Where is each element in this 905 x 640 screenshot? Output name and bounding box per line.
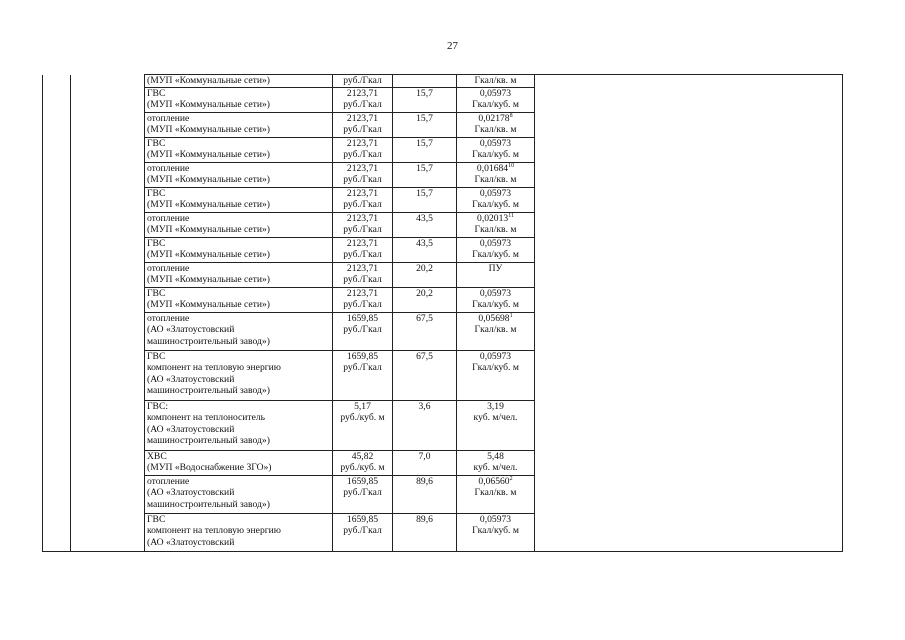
footnote-mark: 2 — [509, 475, 513, 482]
service-cell: отопление (МУП «Коммунальные сети») — [145, 112, 333, 137]
norm-cell: 0,02178$^8$ Гкал/кв. м — [457, 112, 535, 137]
footnote-mark: 8 — [509, 112, 513, 119]
service-cell: отопление (МУП «Коммунальные сети») — [145, 212, 333, 237]
norm-cell: 0,05973 Гкал/куб. м — [457, 287, 535, 312]
volume-cell: 15,7 — [393, 112, 457, 137]
tariff-cell: 2123,71 руб./Гкал — [333, 287, 393, 312]
service-cell: ГВС (МУП «Коммунальные сети») — [145, 87, 333, 112]
table-row — [43, 75, 843, 88]
tariff-cell: 2123,71 руб./Гкал — [333, 187, 393, 212]
tariff-cell: 2123,71 руб./Гкал — [333, 212, 393, 237]
service-cell: ГВС (МУП «Коммунальные сети») — [145, 187, 333, 212]
footnote-mark: 1 — [509, 312, 513, 319]
service-cell: ГВС: компонент на теплоноситель (АО «Златоустовский машиностроительный завод») — [145, 400, 333, 450]
service-cell: отопление (АО «Златоустовский машиностроительный завод») — [145, 312, 333, 350]
norm-cell: 0,01684$^{10}$ Гкал/кв. м — [457, 162, 535, 187]
tariff-cell: 2123,71 руб./Гкал — [333, 137, 393, 162]
volume-cell: 15,7 — [393, 187, 457, 212]
volume-cell: 67,5 — [393, 312, 457, 350]
notes-column — [535, 75, 843, 552]
norm-cell: 5,48 куб. м/чел. — [457, 450, 535, 475]
volume-cell: 15,7 — [393, 137, 457, 162]
tariff-cell: 2123,71 руб./Гкал — [333, 237, 393, 262]
service-cell: отопление (АО «Златоустовский машиностроительный завод») — [145, 475, 333, 513]
tariff-cell: 1659,85 руб./Гкал — [333, 350, 393, 400]
tariff-cell: 1659,85 руб./Гкал — [333, 475, 393, 513]
norm-cell: 0,05698$^1$ Гкал/кв. м — [457, 312, 535, 350]
volume-cell: 15,7 — [393, 87, 457, 112]
volume-cell: 89,6 — [393, 475, 457, 513]
page-number: 27 — [447, 40, 458, 52]
tariff-cell: руб./Гкал — [333, 75, 393, 88]
service-cell: ГВС компонент на тепловую энергию (АО «Златоустовский — [145, 513, 333, 551]
norm-cell: Гкал/кв. м — [457, 75, 535, 88]
norm-cell: 3,19 куб. м/чел. — [457, 400, 535, 450]
volume-cell: 7,0 — [393, 450, 457, 475]
norm-cell: 0,05973 Гкал/куб. м — [457, 237, 535, 262]
service-cell: ГВС (МУП «Коммунальные сети») — [145, 137, 333, 162]
norm-cell: 0,05973 Гкал/куб. м — [457, 87, 535, 112]
norm-cell: 0,02013$^{11}$ Гкал/кв. м — [457, 212, 535, 237]
service-cell: ГВС (МУП «Коммунальные сети») — [145, 237, 333, 262]
volume-cell: 20,2 — [393, 262, 457, 287]
volume-cell: 67,5 — [393, 350, 457, 400]
service-cell: отопление (МУП «Коммунальные сети») — [145, 262, 333, 287]
volume-cell — [393, 75, 457, 88]
norm-cell: 0,05973 Гкал/куб. м — [457, 187, 535, 212]
tariff-cell: 2123,71 руб./Гкал — [333, 112, 393, 137]
footnote-mark: 10 — [508, 162, 515, 169]
tariff-cell: 1659,85 руб./Гкал — [333, 513, 393, 551]
service-cell: ГВС (МУП «Коммунальные сети») — [145, 287, 333, 312]
tariff-cell: 2123,71 руб./Гкал — [333, 162, 393, 187]
tariff-cell: 1659,85 руб./Гкал — [333, 312, 393, 350]
tariff-cell: 5,17 руб./куб. м — [333, 400, 393, 450]
service-cell: (МУП «Коммунальные сети») — [145, 75, 333, 88]
volume-cell: 89,6 — [393, 513, 457, 551]
tariff-table — [42, 74, 843, 552]
service-cell: ХВС (МУП «Водоснабжение ЗГО») — [145, 450, 333, 475]
tariff-cell: 2123,71 руб./Гкал — [333, 87, 393, 112]
norm-cell: 0,05973 Гкал/куб. м — [457, 513, 535, 551]
volume-cell: 3,6 — [393, 400, 457, 450]
volume-cell: 20,2 — [393, 287, 457, 312]
norm-cell: ПУ — [457, 262, 535, 287]
volume-cell: 43,5 — [393, 212, 457, 237]
service-cell: ГВС компонент на тепловую энергию (АО «Златоустовский машиностроительный завод») — [145, 350, 333, 400]
outer-col-1 — [43, 75, 71, 552]
volume-cell: 15,7 — [393, 162, 457, 187]
outer-col-2 — [71, 75, 145, 552]
tariff-cell: 2123,71 руб./Гкал — [333, 262, 393, 287]
norm-cell: 0,06560$^2$ Гкал/кв. м — [457, 475, 535, 513]
service-cell: отопление (МУП «Коммунальные сети») — [145, 162, 333, 187]
norm-cell: 0,05973 Гкал/куб. м — [457, 350, 535, 400]
norm-cell: 0,05973 Гкал/куб. м — [457, 137, 535, 162]
volume-cell: 43,5 — [393, 237, 457, 262]
tariff-cell: 45,82 руб./куб. м — [333, 450, 393, 475]
footnote-mark: 11 — [508, 212, 514, 219]
